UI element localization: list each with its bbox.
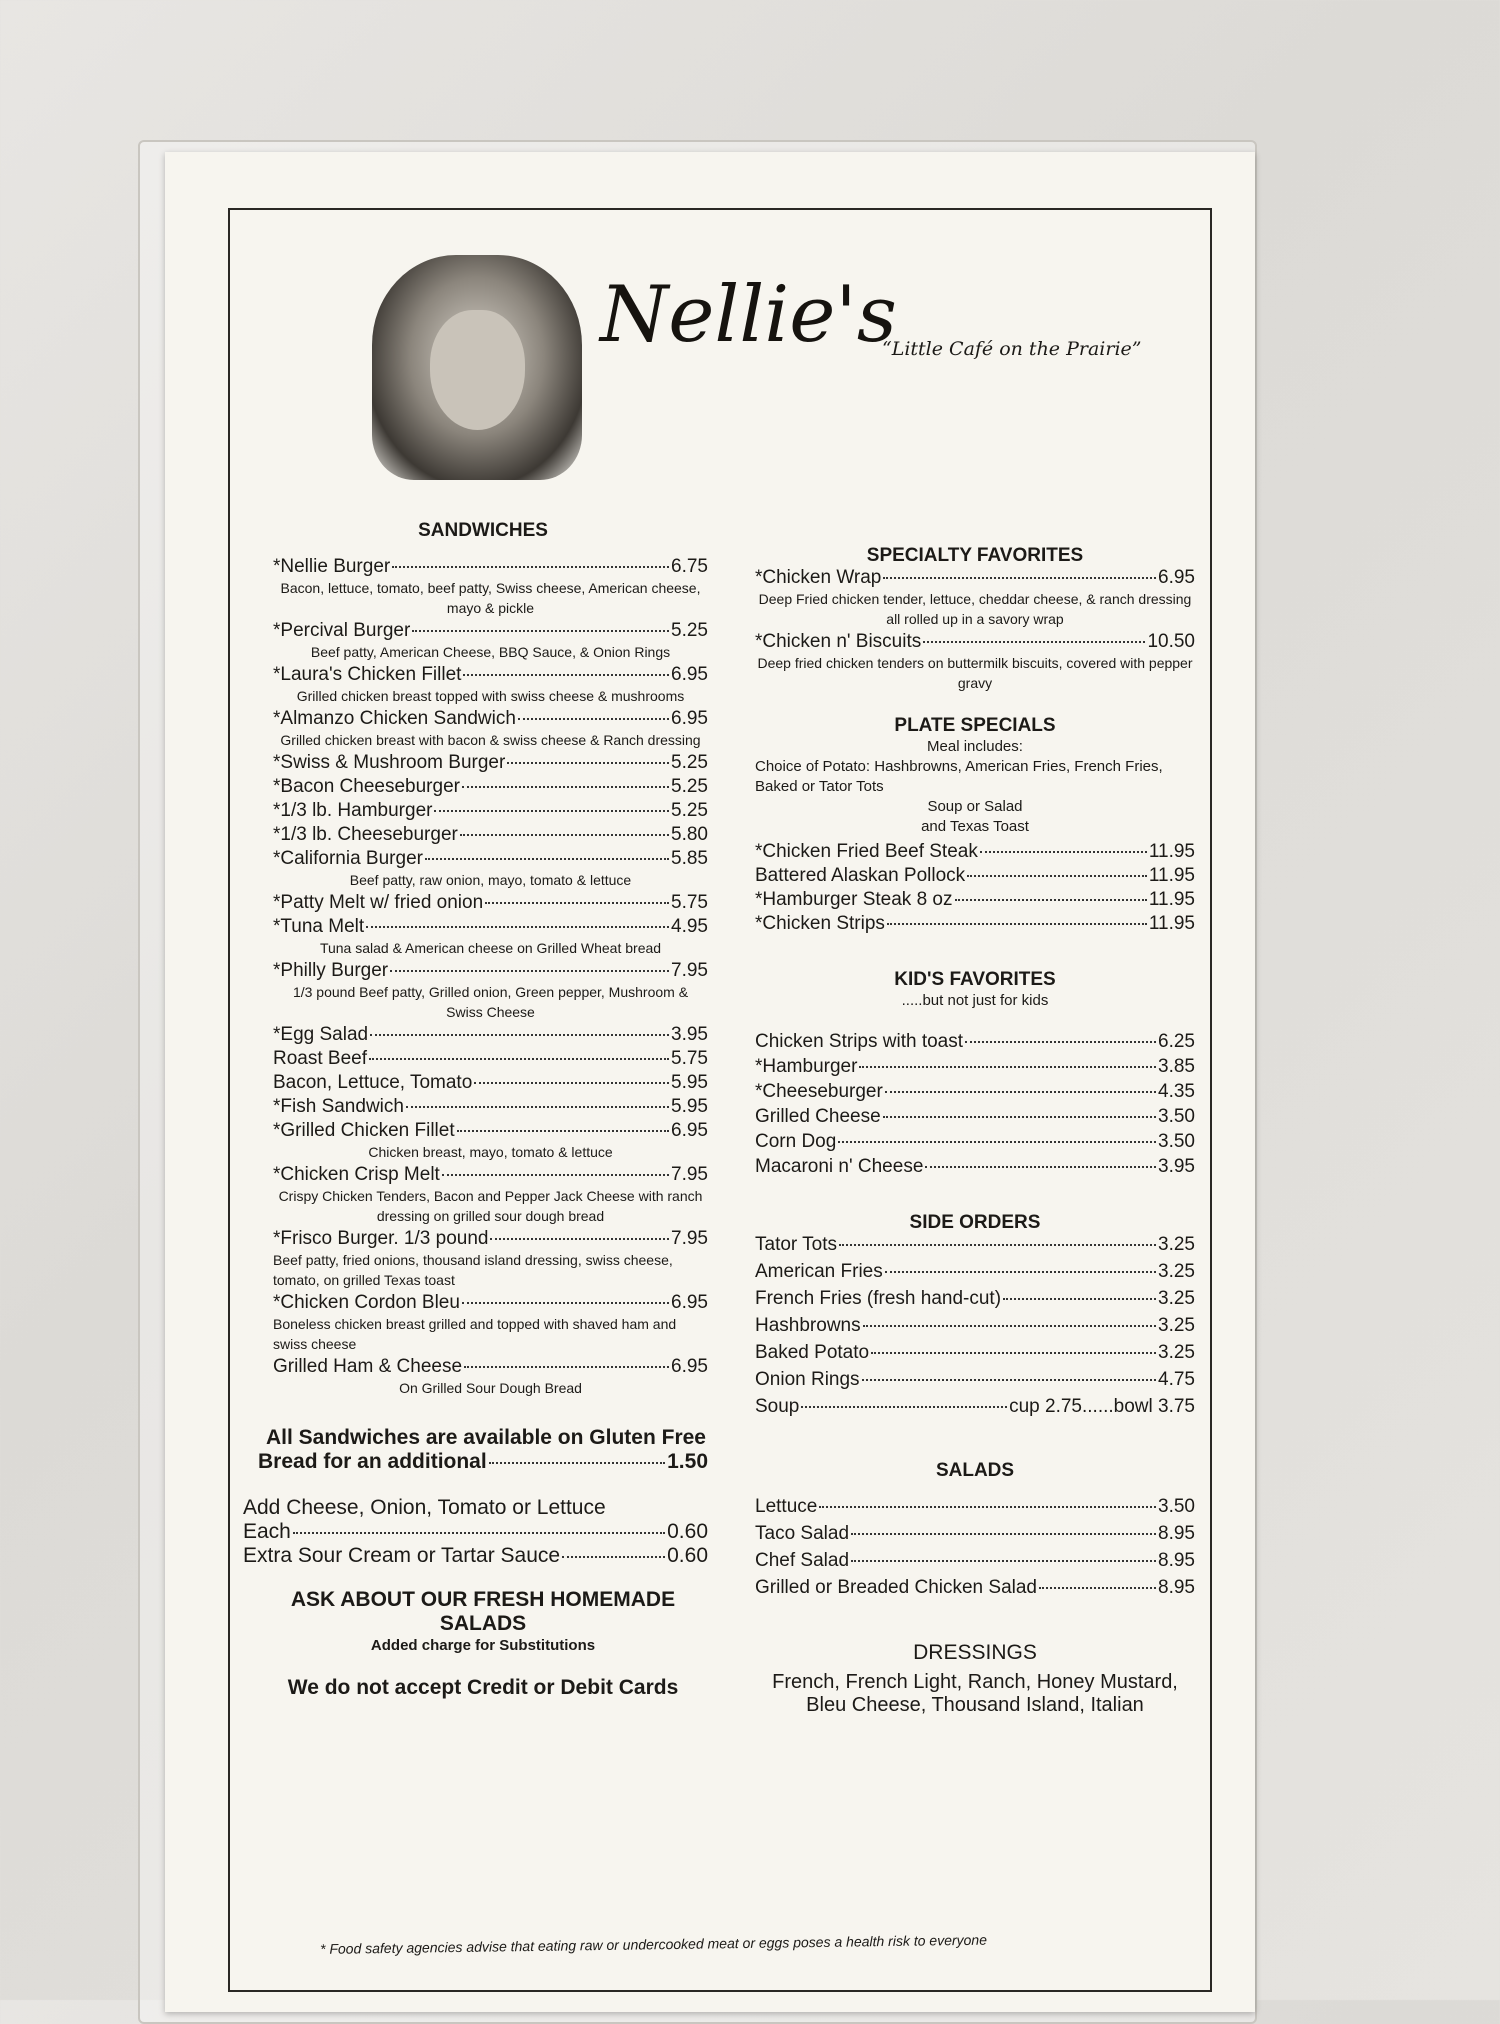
menu-item: [273, 800, 708, 822]
leader-dots: [871, 1352, 1156, 1354]
menu-item-row: [273, 824, 708, 846]
substitutions-note: Added charge for Substitutions: [370, 1637, 596, 1654]
menu-item: [273, 1072, 708, 1094]
menu-item-row: [755, 1156, 1195, 1178]
menu-item: [755, 1523, 1195, 1545]
leader-dots: [460, 834, 669, 836]
menu-item-price: 7.95: [671, 1164, 708, 1185]
menu-item-name: *Percival Burger: [273, 620, 411, 641]
menu-item: [273, 892, 708, 914]
leader-dots: [967, 875, 1147, 877]
menu-item-name: Lettuce: [755, 1496, 818, 1517]
menu-item: [755, 631, 1195, 693]
gluten-free-note: All Sandwiches are available on Gluten Free Bread for an additional 1.50: [258, 1426, 708, 1473]
leader-dots: [1003, 1298, 1156, 1300]
menu-item-name: Bacon, Lettuce, Tomato: [273, 1072, 473, 1093]
menu-item: [755, 1056, 1195, 1078]
menu-item-price: 8.95: [1158, 1577, 1195, 1598]
menu-item-row: [755, 1261, 1195, 1283]
menu-item: [755, 889, 1195, 911]
leader-dots: [838, 1141, 1156, 1143]
menu-item-description: Beef patty, raw onion, mayo, tomato & lettuce: [349, 872, 632, 888]
menu-item-price: 6.25: [1158, 1031, 1195, 1052]
menu-item-description: Tuna salad & American cheese on Grilled Wheat bread: [319, 940, 662, 956]
menu-item: [755, 1369, 1195, 1391]
leader-dots: [980, 851, 1147, 853]
menu-item-description: Crispy Chicken Tenders, Bacon and Pepper Jack Cheese with ranch dressing on grilled sour dough bread: [278, 1188, 703, 1224]
menu-item-price: 3.25: [1158, 1315, 1195, 1336]
texas-toast-text: and Texas Toast: [921, 818, 1029, 835]
menu-item: [755, 913, 1195, 935]
leader-dots: [863, 1325, 1156, 1327]
menu-item-name: *Laura's Chicken Fillet: [273, 664, 462, 685]
leader-dots: [457, 1130, 669, 1132]
menu-item-name: Chef Salad: [755, 1550, 850, 1571]
add-ons-note: Add Cheese, Onion, Tomato or Lettuce Each 0.60 Extra Sour Cream or Tartar Sauce 0.60: [243, 1496, 708, 1567]
menu-item: [273, 848, 708, 890]
leader-dots: [885, 1091, 1156, 1093]
restaurant-name: Nellie's: [600, 270, 897, 360]
menu-item-row: [273, 1228, 708, 1250]
menu-item-price: 5.25: [671, 620, 708, 641]
menu-item-price: 3.95: [671, 1024, 708, 1045]
menu-item: [755, 1288, 1195, 1310]
menu-item-price: 3.85: [1158, 1056, 1195, 1077]
menu-item-price: 6.95: [671, 1120, 708, 1141]
menu-item-price: 5.85: [671, 848, 708, 869]
menu-item-row: [755, 1523, 1195, 1545]
sandwiches-heading: SANDWICHES: [418, 520, 548, 541]
menu-item-row: [755, 1577, 1195, 1599]
menu-item: [273, 1024, 708, 1046]
menu-item: [755, 1577, 1195, 1599]
menu-item-row: [755, 865, 1195, 887]
leader-dots: [390, 970, 669, 972]
menu-item-name: Onion Rings: [755, 1369, 860, 1390]
menu-item-price: 5.25: [671, 800, 708, 821]
menu-item-price: 3.25: [1158, 1342, 1195, 1363]
side-orders-list: [755, 1234, 1195, 1418]
leader-dots: [412, 630, 669, 632]
menu-item-price: 3.25: [1158, 1288, 1195, 1309]
menu-item-name: Roast Beef: [273, 1048, 367, 1069]
menu-item: [755, 1396, 1195, 1418]
menu-item-price: 10.50: [1147, 631, 1195, 652]
kids-list: [755, 1031, 1195, 1178]
menu-item: [273, 960, 708, 1022]
menu-item-name: *California Burger: [273, 848, 423, 869]
leader-dots: [406, 1106, 669, 1108]
leader-dots: [955, 899, 1147, 901]
menu-item-description: Grilled chicken breast topped with swiss cheese & mushrooms: [296, 688, 685, 704]
menu-item-price: 11.95: [1148, 865, 1195, 886]
menu-item-name: *Grilled Chicken Fillet: [273, 1120, 455, 1141]
menu-item-price: 5.75: [671, 1048, 708, 1069]
menu-item-row: [755, 889, 1195, 911]
menu-item-price: 5.75: [671, 892, 708, 913]
menu-item-name: Chicken Strips with toast: [755, 1031, 964, 1052]
menu-item: [755, 1234, 1195, 1256]
menu-item-name: *1/3 lb. Cheeseburger: [273, 824, 458, 845]
menu-item: [273, 1120, 708, 1162]
sandwiches-section: [243, 520, 708, 1700]
kids-subheading: .....but not just for kids: [901, 992, 1049, 1009]
menu-item-price: 6.95: [671, 664, 708, 685]
menu-item-row: [755, 1342, 1195, 1364]
nellie-portrait-image: [372, 255, 582, 480]
menu-item: [755, 1315, 1195, 1337]
menu-item-price: 4.75: [1158, 1369, 1195, 1390]
homemade-salads-note: ASK ABOUT OUR FRESH HOMEMADE SALADS: [290, 1588, 676, 1635]
salads-heading: SALADS: [935, 1460, 1015, 1481]
leader-dots: [462, 786, 669, 788]
menu-item-price: 3.50: [1158, 1106, 1195, 1127]
menu-item-row: [755, 631, 1195, 653]
menu-item-row: [273, 1356, 708, 1378]
menu-item-name: Grilled Ham & Cheese: [273, 1356, 463, 1377]
leader-dots: [1039, 1587, 1156, 1589]
menu-item: [755, 1106, 1195, 1128]
specialty-list: [755, 567, 1195, 693]
leader-dots: [462, 1302, 669, 1304]
menu-item-name: Taco Salad: [755, 1523, 850, 1544]
menu-item-price: cup 2.75......bowl 3.75: [1009, 1396, 1195, 1417]
menu-item-name: Grilled or Breaded Chicken Salad: [755, 1577, 1037, 1598]
menu-item-name: *Chicken Wrap: [755, 567, 882, 588]
menu-item: [273, 776, 708, 798]
menu-item: [273, 1164, 708, 1226]
menu-item-row: [273, 1096, 708, 1118]
menu-item-name: *Nellie Burger: [273, 556, 391, 577]
menu-item-name: Tator Tots: [755, 1234, 838, 1255]
leader-dots: [464, 1366, 669, 1368]
leader-dots: [885, 1271, 1156, 1273]
menu-item-name: *Hamburger Steak 8 oz: [755, 889, 953, 910]
menu-item-price: 8.95: [1158, 1550, 1195, 1571]
menu-item-name: Grilled Cheese: [755, 1106, 881, 1127]
plate-specials-list: [755, 841, 1195, 935]
leader-dots: [369, 1058, 669, 1060]
menu-item: [755, 1156, 1195, 1178]
menu-item-row: [755, 1369, 1195, 1391]
dressings-heading: DRESSINGS: [913, 1641, 1037, 1664]
menu-item-description: Bacon, lettuce, tomato, beef patty, Swiss cheese, American cheese, mayo & pickle: [280, 580, 701, 616]
menu-item-name: *Fish Sandwich: [273, 1096, 404, 1117]
menu-item-row: [273, 1120, 708, 1142]
menu-item-description: 1/3 pound Beef patty, Grilled onion, Green pepper, Mushroom & Swiss Cheese: [292, 984, 689, 1020]
menu-item: [273, 708, 708, 750]
menu-item-description: Boneless chicken breast grilled and topped with shaved ham and swiss cheese: [273, 1316, 677, 1352]
menu-item-row: [273, 556, 708, 578]
menu-item: [273, 1096, 708, 1118]
menu-item-row: [273, 1072, 708, 1094]
menu-item-description: Beef patty, American Cheese, BBQ Sauce, & Onion Rings: [310, 644, 671, 660]
menu-item-name: French Fries (fresh hand-cut): [755, 1288, 1002, 1309]
menu-item-name: *Chicken n' Biscuits: [755, 631, 922, 652]
menu-item-description: Grilled chicken breast with bacon & swiss cheese & Ranch dressing: [280, 732, 701, 748]
menu-item-row: [273, 892, 708, 914]
menu-item: [273, 556, 708, 618]
menu-item-row: [273, 1292, 708, 1314]
leader-dots: [507, 762, 669, 764]
leader-dots: [485, 902, 669, 904]
leader-dots: [883, 1116, 1156, 1118]
menu-item-name: *1/3 lb. Hamburger: [273, 800, 433, 821]
menu-item-price: 7.95: [671, 1228, 708, 1249]
menu-item-description: On Grilled Sour Dough Bread: [399, 1380, 582, 1396]
menu-item-name: Battered Alaskan Pollock: [755, 865, 966, 886]
specialty-heading: SPECIALTY FAVORITES: [866, 545, 1084, 566]
menu-item: [755, 1550, 1195, 1572]
menu-item-price: 6.95: [1158, 567, 1195, 588]
menu-item-name: *Cheeseburger: [755, 1081, 883, 1102]
menu-item-row: [755, 567, 1195, 589]
menu-item: [273, 1292, 708, 1354]
menu-item-row: [755, 1288, 1195, 1310]
leader-dots: [839, 1244, 1156, 1246]
menu-item-price: 3.25: [1158, 1261, 1195, 1282]
menu-item-price: 5.95: [671, 1096, 708, 1117]
leader-dots: [366, 926, 669, 928]
leader-dots: [965, 1041, 1156, 1043]
leader-dots: [887, 923, 1147, 925]
right-column: [755, 545, 1195, 1717]
menu-item-name: *Hamburger: [755, 1056, 858, 1077]
menu-item: [273, 1228, 708, 1290]
menu-item-row: [273, 848, 708, 870]
menu-item-row: [755, 1056, 1195, 1078]
salads-list: [755, 1496, 1195, 1599]
leader-dots: [442, 1174, 669, 1176]
menu-item-description: Deep Fried chicken tender, lettuce, cheddar cheese, & ranch dressing all rolled up in a savory wrap: [758, 591, 1192, 627]
menu-item-price: 3.95: [1158, 1156, 1195, 1177]
leader-dots: [859, 1066, 1156, 1068]
menu-item-row: [755, 1315, 1195, 1337]
menu-item-name: Soup: [755, 1396, 800, 1417]
menu-item-name: *Chicken Crisp Melt: [273, 1164, 440, 1185]
menu-item-price: 5.25: [671, 752, 708, 773]
sandwich-list: [258, 556, 708, 1398]
menu-item-row: [755, 1131, 1195, 1153]
menu-item-price: 11.95: [1148, 889, 1195, 910]
menu-item: [273, 916, 708, 958]
menu-item: [273, 1356, 708, 1398]
menu-item-price: 4.35: [1158, 1081, 1195, 1102]
menu-item-price: 11.95: [1148, 841, 1195, 862]
menu-item-name: *Chicken Cordon Bleu: [273, 1292, 460, 1313]
menu-item: [755, 1081, 1195, 1103]
menu-item-name: Macaroni n' Cheese: [755, 1156, 924, 1177]
menu-item-row: [755, 1106, 1195, 1128]
menu-item-price: 5.80: [671, 824, 708, 845]
menu-item: [755, 1496, 1195, 1518]
menu-item-name: American Fries: [755, 1261, 883, 1282]
leader-dots: [925, 1166, 1156, 1168]
leader-dots: [474, 1082, 669, 1084]
menu-item-row: [755, 913, 1195, 935]
menu-item: [273, 664, 708, 706]
menu-item-price: 11.95: [1148, 913, 1195, 934]
leader-dots: [851, 1560, 1156, 1562]
menu-item-price: 6.75: [671, 556, 708, 577]
menu-item-row: [755, 1234, 1195, 1256]
menu-item-row: [273, 916, 708, 938]
menu-item-name: *Swiss & Mushroom Burger: [273, 752, 506, 773]
menu-item-name: *Frisco Burger. 1/3 pound: [273, 1228, 489, 1249]
menu-item-row: [273, 960, 708, 982]
no-cards-note: We do not accept Credit or Debit Cards: [287, 1676, 679, 1699]
menu-item: [273, 752, 708, 774]
menu-item-row: [273, 708, 708, 730]
menu-item-row: [273, 776, 708, 798]
menu-item-row: [755, 1550, 1195, 1572]
menu-item-price: 3.25: [1158, 1234, 1195, 1255]
menu-item: [273, 1048, 708, 1070]
menu-item-row: [755, 1031, 1195, 1053]
leader-dots: [819, 1506, 1156, 1508]
menu-item-price: 3.50: [1158, 1496, 1195, 1517]
leader-dots: [392, 566, 669, 568]
menu-item-price: 8.95: [1158, 1523, 1195, 1544]
menu-item: [755, 567, 1195, 629]
menu-item-description: Deep fried chicken tenders on buttermilk biscuits, covered with pepper gravy: [757, 655, 1193, 691]
soup-salad-text: Soup or Salad: [927, 798, 1023, 815]
menu-item-row: [273, 1164, 708, 1186]
menu-item-name: *Patty Melt w/ fried onion: [273, 892, 484, 913]
menu-item: [755, 1342, 1195, 1364]
menu-item: [755, 841, 1195, 863]
menu-item-name: Baked Potato: [755, 1342, 870, 1363]
food-safety-disclaimer: * Food safety agencies advise that eating raw or undercooked meat or eggs poses a health risk to everyone: [319, 1931, 988, 1957]
menu-item-row: [755, 1496, 1195, 1518]
plate-specials-heading: PLATE SPECIALS: [894, 715, 1056, 736]
menu-item: [755, 1031, 1195, 1053]
leader-dots: [463, 674, 669, 676]
menu-item-name: *Egg Salad: [273, 1024, 369, 1045]
restaurant-tagline: “Little Café on the Prairie”: [882, 338, 1142, 360]
menu-item-row: [755, 1081, 1195, 1103]
menu-item: [755, 865, 1195, 887]
menu-item-description: Beef patty, fried onions, thousand island dressing, swiss cheese, tomato, on grilled Texas toast: [273, 1252, 673, 1288]
menu-item-row: [273, 1048, 708, 1070]
menu-item-price: 5.95: [671, 1072, 708, 1093]
menu-item: [755, 1131, 1195, 1153]
leader-dots: [851, 1533, 1156, 1535]
leader-dots: [370, 1034, 669, 1036]
menu-item-price: 6.95: [671, 1292, 708, 1313]
menu-item-row: [273, 1024, 708, 1046]
menu-item-price: 6.95: [671, 708, 708, 729]
leader-dots: [434, 810, 669, 812]
menu-item-row: [755, 841, 1195, 863]
dressings-line-1: French, French Light, Ranch, Honey Mustard,: [772, 1671, 1178, 1693]
leader-dots: [883, 577, 1156, 579]
menu-item: [273, 824, 708, 846]
menu-item-price: 7.95: [671, 960, 708, 981]
menu-item-price: 4.95: [671, 916, 708, 937]
menu-item-row: [273, 752, 708, 774]
menu-item-name: Corn Dog: [755, 1131, 837, 1152]
leader-dots: [490, 1238, 669, 1240]
menu-item-price: 6.95: [671, 1356, 708, 1377]
menu-item-row: [755, 1396, 1195, 1418]
menu-item-name: *Bacon Cheeseburger: [273, 776, 460, 797]
kids-heading: KID'S FAVORITES: [894, 969, 1056, 990]
menu-item-description: Chicken breast, mayo, tomato & lettuce: [368, 1144, 613, 1160]
side-orders-heading: SIDE ORDERS: [909, 1212, 1041, 1233]
menu-item-name: *Philly Burger: [273, 960, 389, 981]
meal-includes-label: Meal includes:: [927, 738, 1023, 755]
leader-dots: [425, 858, 669, 860]
menu-item: [273, 620, 708, 662]
menu-item-name: *Chicken Strips: [755, 913, 885, 934]
leader-dots: [518, 718, 669, 720]
menu-item: [755, 1261, 1195, 1283]
menu-item-name: *Almanzo Chicken Sandwich: [273, 708, 516, 729]
menu-item-row: [273, 620, 708, 642]
potato-choice-text: Choice of Potato: Hashbrowns, American Fries, French Fries, Baked or Tator Tots: [755, 758, 1163, 795]
menu-item-row: [273, 664, 708, 686]
menu-item-name: Hashbrowns: [755, 1315, 861, 1336]
leader-dots: [862, 1379, 1156, 1381]
menu-item-name: *Tuna Melt: [273, 916, 365, 937]
leader-dots: [923, 641, 1145, 643]
menu-item-price: 3.50: [1158, 1131, 1195, 1152]
menu-item-price: 5.25: [671, 776, 708, 797]
menu-item-name: *Chicken Fried Beef Steak: [755, 841, 978, 862]
leader-dots: [801, 1406, 1007, 1408]
menu-item-row: [273, 800, 708, 822]
dressings-line-2: Bleu Cheese, Thousand Island, Italian: [806, 1694, 1144, 1716]
